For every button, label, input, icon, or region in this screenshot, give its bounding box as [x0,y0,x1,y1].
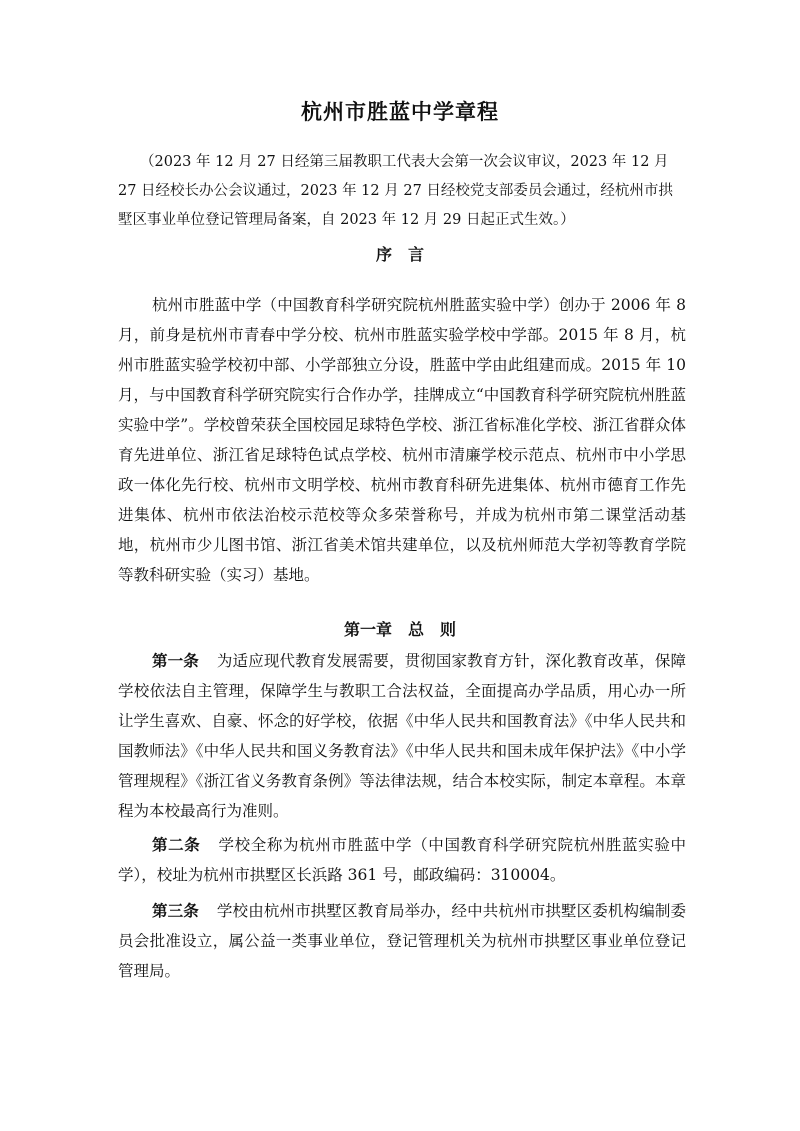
article-1 [118,646,686,826]
chapter-heading: 第一章 总 则 [343,620,456,639]
article-3 [118,896,686,986]
preface-paragraph: 杭州市胜蓝中学（中国教育科学研究院杭州胜蓝实验中学）创办于 2006 年 8 月，前身是杭州市青春中学分校、杭州市胜蓝实验学校中学部。2015 年 8 月，杭州市胜蓝实验学校初中部、小学部独立分设，胜蓝中学由此组建而成。2015 年 10 月，与中国教育科学研究院实行合作办学，挂牌成立“中国教育科学研究院杭州胜蓝实验中学”。学校曾荣获全国校园足球特色学校、浙江省标准化学校、浙江省群众体育先进单位、浙江省足球特色试点学校、杭州市清廉学校示范点、杭州市中小学思政一体化先行校、杭州市文明学校、杭州市教育科研先进集体、杭州市德育工作先进集体、杭州市依法治校示范校等众多荣誉称号，并成为杭州市第二课堂活动基地，杭州市少儿图书馆、浙江省美术馆共建单位，以及杭州师范大学初等教育学院等教科研实验（实习）基地。 [118,296,686,584]
article-label: 第二条 [152,836,201,854]
document-title: 杭州市胜蓝中学章程 [301,100,499,124]
adoption-note: （2023 年 12 月 27 日经第三届教职工代表大会第一次会议审议，2023 年 12 月 27 日经校长办公会议通过，2023 年 12 月 27 日经校党支部委员会通过，经杭州市拱墅区事业单位登记管理局备案，自 2023 年 12 月 29 日起正式生效。） [118,154,673,228]
article-label: 第三条 [152,902,199,920]
article-text: 学校全称为杭州市胜蓝中学（中国教育科学研究院杭州胜蓝实验中学），校址为杭州市拱墅区长浜路 361 号，邮政编码：310004。 [118,836,686,884]
article-label: 第一条 [152,652,199,670]
article-text: 为适应现代教育发展需要，贯彻国家教育方针，深化教育改革，保障学校依法自主管理，保障学生与教职工合法权益，全面提高办学品质，用心办一所让学生喜欢、自豪、怀念的好学校，依据《中华人民共和国教育法》《中华人民共和国教师法》《中华人民共和国义务教育法》《中华人民共和国未成年保护法》《中小学管理规程》《浙江省义务教育条例》等法律法规，结合本校实际，制定本章程。本章程为本校最高行为准则。 [118,652,686,820]
article-2 [118,830,686,890]
article-text: 学校由杭州市拱墅区教育局举办，经中共杭州市拱墅区委机构编制委员会批准设立，属公益一类事业单位，登记管理机关为杭州市拱墅区事业单位登记管理局。 [118,902,686,980]
preface-heading: 序 言 [375,245,424,264]
